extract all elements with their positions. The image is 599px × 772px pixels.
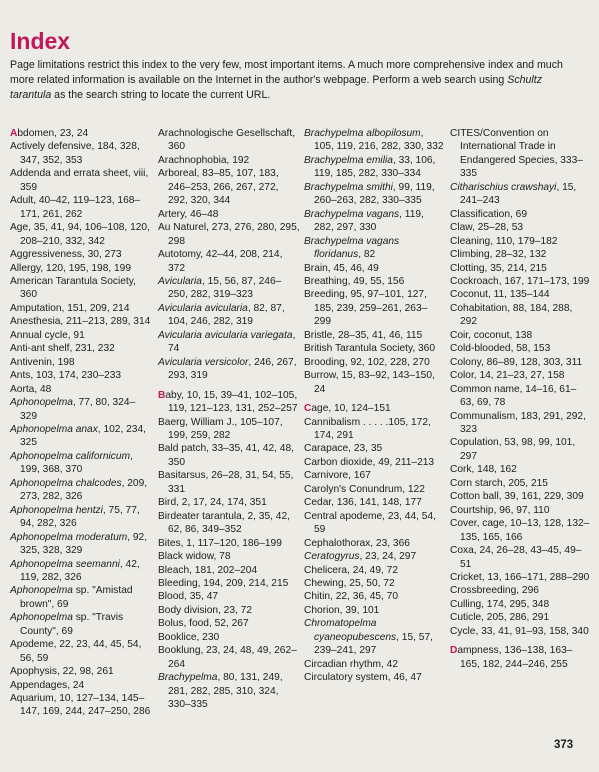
page-number: 373 — [554, 739, 574, 751]
entry-text: , 33, 106, 119, 185, 282, 330–334 — [314, 154, 436, 180]
entry-text: CITES/Convention on International Trade in Endangered Species, 333–335 — [450, 128, 583, 180]
index-entry — [450, 248, 590, 261]
index-entry — [10, 504, 152, 531]
entry-text: Booklung, 23, 24, 48, 49, 262–264 — [158, 645, 297, 670]
index-entry — [10, 584, 152, 611]
index-entry — [158, 302, 300, 329]
index-entry — [10, 692, 152, 719]
entry-text: sp. "Amistad brown", 69 — [20, 585, 133, 610]
index-entry — [158, 469, 300, 496]
index-entry — [10, 275, 152, 302]
index-entry — [450, 356, 590, 369]
entry-text: Breathing, 49, 55, 156 — [304, 275, 405, 287]
index-column-3 — [304, 127, 444, 685]
entry-text: Cleaning, 110, 179–182 — [450, 235, 558, 247]
index-entry — [304, 469, 444, 482]
index-entry — [304, 127, 444, 154]
entry-text: Cycle, 33, 41, 91–93, 158, 340 — [450, 625, 589, 637]
entry-term-italic: Chromatopelma cyaneopubescens — [304, 618, 397, 643]
index-entry — [158, 208, 300, 221]
entry-text: Bleach, 181, 202–204 — [158, 564, 258, 576]
entry-text: , 82 — [358, 249, 376, 261]
entry-text: , 74 — [168, 329, 296, 355]
index-entry — [304, 329, 444, 342]
entry-term-italic: Avicularia avicularia variegata — [158, 329, 293, 341]
entry-text: Central apodeme, 23, 44, 54, 59 — [304, 510, 436, 536]
entry-text: Coxa, 24, 26–28, 43–45, 49–51 — [450, 545, 582, 570]
index-entry — [158, 248, 300, 275]
entry-text: Anti-ant shelf, 231, 232 — [10, 343, 115, 355]
entry-text: , 199, 368, 370 — [20, 450, 133, 476]
entry-term-italic: Brachypelma emilia — [304, 154, 393, 166]
entry-text: Cork, 148, 162 — [450, 464, 517, 476]
index-entry — [450, 644, 590, 671]
index-entry — [10, 248, 152, 261]
index-entry — [304, 154, 444, 181]
index-entry — [10, 665, 152, 678]
entry-text: , 102, 234, 325 — [20, 423, 146, 449]
index-entry — [158, 510, 300, 537]
entry-text: , 23, 24, 297 — [359, 551, 417, 563]
entry-text: , 15, 241–243 — [460, 181, 577, 207]
entry-text: Bites, 1, 117–120, 186–199 — [158, 537, 282, 549]
entry-text: British Tarantula Society, 360 — [304, 343, 435, 355]
index-entry — [450, 571, 590, 584]
entry-text: Cricket, 13, 166–171, 288–290 — [450, 571, 590, 583]
index-entry — [158, 442, 300, 469]
index-entry — [304, 402, 444, 415]
index-entry — [10, 531, 152, 558]
entry-text: , 119, 282, 297, 330 — [314, 208, 424, 234]
index-entry — [304, 342, 444, 355]
index-entry — [304, 550, 444, 563]
entry-text: , 246, 267, 293, 319 — [168, 356, 297, 382]
index-entry — [450, 262, 590, 275]
index-entry — [10, 329, 152, 342]
entry-text: Autotomy, 42–44, 208, 214, 372 — [158, 249, 283, 274]
entry-text: Age, 35, 41, 94, 106–108, 120, 208–210, 332, 342 — [10, 222, 150, 247]
index-entry — [304, 604, 444, 617]
entry-text: Au Naturel, 273, 276, 280, 295, 298 — [158, 222, 300, 247]
intro-text-before: Page limitations restrict this index to the very few, most important items. A much more comprehensive index and much more related information is available on the Internet in the author's webpage. Perform a web search using — [10, 59, 563, 87]
entry-text: Crossbreeding, 296 — [450, 585, 539, 597]
index-entry — [158, 356, 300, 383]
entry-text: Bolus, food, 52, 267 — [158, 618, 249, 630]
index-entry — [450, 127, 590, 181]
entry-text: , 99, 119, 260–263, 282, 330–335 — [314, 181, 435, 207]
entry-text: Clotting, 35, 214, 215 — [450, 262, 547, 274]
index-entry — [304, 235, 444, 262]
entry-text: Aorta, 48 — [10, 383, 52, 395]
entry-term-italic: Brachypelma vagans — [304, 208, 400, 220]
entry-text: Birdeater tarantula, 2, 35, 42, 62, 86, 349–352 — [158, 510, 290, 536]
index-entry — [450, 584, 590, 597]
entry-text: Annual cycle, 91 — [10, 329, 85, 341]
index-entry — [304, 369, 444, 396]
page-title: Index — [10, 28, 71, 54]
index-entry — [450, 477, 590, 490]
entry-text: , 80, 131, 249, 281, 282, 285, 310, 324, 330–335 — [168, 672, 283, 711]
index-entry — [450, 342, 590, 355]
entry-text: Basitarsus, 26–28, 31, 54, 55, 331 — [158, 470, 294, 495]
index-entry — [10, 302, 152, 315]
entry-text: Apophysis, 22, 98, 261 — [10, 666, 114, 678]
entry-text: Appendages, 24 — [10, 679, 85, 691]
entry-text: Chitin, 22, 36, 45, 70 — [304, 591, 399, 603]
entry-text: Bird, 2, 17, 24, 174, 351 — [158, 497, 267, 509]
entry-text: Coconut, 11, 135–144 — [450, 289, 550, 301]
entry-text: Copulation, 53, 98, 99, 101, 297 — [450, 437, 576, 462]
entry-text: Burrow, 15, 83–92, 143–150, 24 — [304, 370, 435, 395]
index-entry — [304, 658, 444, 671]
entry-text: Circulatory system, 46, 47 — [304, 672, 422, 684]
entry-text: Carnivore, 167 — [304, 470, 371, 482]
index-entry — [450, 611, 590, 624]
index-entry — [304, 416, 444, 443]
index-entry — [10, 127, 152, 140]
index-entry — [10, 262, 152, 275]
section-initial-letter: B — [158, 389, 166, 401]
entry-term-italic: Aphonopelma hentzi — [10, 504, 103, 516]
entry-text: Baerg, William J., 105–107, 199, 259, 282 — [158, 416, 283, 441]
entry-text: Cotton ball, 39, 161, 229, 309 — [450, 491, 584, 503]
entry-text: , 77, 80, 324–329 — [20, 397, 136, 422]
entry-text: , 15, 57, 239–241, 297 — [314, 631, 433, 657]
entry-text: , 82, 87, 104, 246, 282, 319 — [168, 302, 285, 328]
index-entry — [304, 208, 444, 235]
index-entry — [10, 477, 152, 504]
index-entry — [450, 208, 590, 221]
index-entry — [158, 671, 300, 711]
entry-text: Chorion, 39, 101 — [304, 604, 380, 616]
entry-text: Body division, 23, 72 — [158, 604, 253, 616]
index-entry — [304, 617, 444, 657]
index-entry — [450, 410, 590, 437]
index-entry — [304, 496, 444, 509]
entry-text: Adult, 40–42, 119–123, 168–171, 261, 262 — [10, 195, 141, 220]
entry-term-italic: Aphonopelma californicum — [10, 450, 131, 462]
entry-text: Claw, 25–28, 53 — [450, 222, 524, 234]
entry-text: Common name, 14–16, 61–63, 69, 78 — [450, 383, 577, 409]
index-entry — [158, 617, 300, 630]
index-entry — [450, 544, 590, 571]
entry-term-italic: Aphonopelma anax — [10, 423, 98, 435]
entry-text: Brain, 45, 46, 49 — [304, 262, 379, 274]
index-entry — [158, 550, 300, 563]
entry-text: Chewing, 25, 50, 72 — [304, 577, 395, 589]
entry-text: Cockroach, 167, 171–173, 199 — [450, 275, 590, 287]
index-column-4 — [450, 127, 590, 671]
index-entry — [450, 625, 590, 638]
index-entry — [304, 456, 444, 469]
entry-text: Arboreal, 83–85, 107, 183, 246–253, 266, 267, 272, 292, 320, 344 — [158, 168, 279, 207]
entry-text: Bristle, 28–35, 41, 46, 115 — [304, 329, 423, 341]
entry-term-italic: Aphonopelma moderatum — [10, 531, 128, 543]
index-entry — [304, 671, 444, 684]
entry-text: Culling, 174, 295, 348 — [450, 598, 550, 610]
entry-term-italic: Aphonopelma chalcodes — [10, 477, 122, 489]
entry-term-italic: Brachypelma smithi — [304, 181, 393, 193]
index-entry — [10, 369, 152, 382]
entry-text: , 92, 325, 328, 329 — [20, 531, 148, 557]
index-entry — [10, 383, 152, 396]
entry-text: Colony, 86–89, 128, 303, 311 — [450, 356, 583, 368]
entry-text: Black widow, 78 — [158, 551, 231, 563]
index-entry — [304, 483, 444, 496]
index-entry — [10, 679, 152, 692]
entry-text: Cover, cage, 10–13, 128, 132–135, 165, 166 — [450, 518, 590, 543]
index-entry — [450, 598, 590, 611]
entry-text: Artery, 46–48 — [158, 208, 219, 220]
entry-text: aby, 10, 15, 39–41, 102–105, 119, 121–123, 131, 252–257 — [165, 389, 298, 415]
index-entry — [450, 463, 590, 476]
entry-term-italic: Brachypelma — [158, 672, 218, 684]
entry-text: , 15, 56, 87, 246–250, 282, 319–323 — [168, 275, 282, 301]
entry-term-italic: Avicularia avicularia — [158, 302, 248, 314]
index-entry — [158, 329, 300, 356]
entry-text: Ants, 103, 174, 230–233 — [10, 370, 122, 382]
index-entry — [10, 194, 152, 221]
index-column-2 — [158, 127, 300, 711]
index-entry — [158, 590, 300, 603]
entry-text: Brooding, 92, 102, 228, 270 — [304, 356, 430, 368]
section-initial-letter: D — [450, 645, 458, 657]
entry-text: Circadian rhythm, 42 — [304, 658, 398, 670]
index-entry — [10, 558, 152, 585]
index-entry — [10, 221, 152, 248]
intro-text-after: as the search string to locate the current URL. — [51, 89, 271, 102]
entry-text: Anesthesia, 211–213, 289, 314 — [10, 316, 151, 328]
index-entry — [450, 302, 590, 329]
entry-text: Carbon dioxide, 49, 211–213 — [304, 456, 435, 468]
entry-term-italic: Brachypelma albopilosum — [304, 128, 421, 139]
entry-text: Climbing, 28–32, 132 — [450, 249, 547, 261]
index-entry — [158, 631, 300, 644]
index-entry — [450, 181, 590, 208]
index-entry — [450, 490, 590, 503]
index-entry — [304, 442, 444, 455]
entry-text: age, 10, 124–151 — [311, 403, 391, 415]
index-entry — [450, 383, 590, 410]
index-entry — [158, 496, 300, 509]
index-entry — [450, 235, 590, 248]
index-entry — [158, 154, 300, 167]
entry-text: Addenda and errata sheet, viii, 359 — [10, 168, 149, 193]
entry-term-italic: Aphonopelma — [10, 585, 73, 597]
index-entry — [10, 315, 152, 328]
entry-text: Arachnologische Gesellschaft, 360 — [158, 128, 296, 153]
index-entry — [450, 369, 590, 382]
index-entry — [158, 577, 300, 590]
entry-text: Aquarium, 10, 127–134, 145–147, 169, 244, 247–250, 286 — [10, 693, 151, 718]
section-initial-letter: C — [304, 403, 312, 415]
entry-text: Aggressiveness, 30, 273 — [10, 249, 122, 261]
entry-term-italic: Brachypelma vagans floridanus — [304, 235, 400, 261]
index-entry — [450, 517, 590, 544]
index-entry — [158, 275, 300, 302]
index-entry — [10, 396, 152, 423]
entry-text: American Tarantula Society, 360 — [10, 275, 136, 301]
index-entry — [450, 436, 590, 463]
index-entry — [10, 140, 152, 167]
index-entry — [158, 167, 300, 207]
entry-text: Arachnophobia, 192 — [158, 154, 250, 166]
entry-term-italic: Avicularia — [158, 275, 202, 287]
index-entry — [158, 389, 300, 416]
entry-text: , 105, 119, 216, 282, 330, 332 — [314, 128, 444, 153]
index-columns — [10, 127, 590, 727]
intro-paragraph — [10, 58, 582, 104]
index-entry — [304, 590, 444, 603]
index-entry — [158, 644, 300, 671]
index-entry — [158, 604, 300, 617]
entry-text: Communalism, 183, 291, 292, 323 — [450, 410, 586, 435]
entry-text: Antivenin, 198 — [10, 356, 75, 368]
entry-text: Cold-blooded, 58, 153 — [450, 343, 551, 355]
entry-text: Classification, 69 — [450, 208, 528, 220]
entry-text: Chelicera, 24, 49, 72 — [304, 564, 399, 576]
entry-text: Cohabitation, 88, 184, 288, 292 — [450, 302, 573, 328]
index-entry — [158, 564, 300, 577]
entry-term-italic: Aphonopelma — [10, 397, 73, 409]
entry-text: Cedar, 136, 141, 148, 177 — [304, 497, 422, 509]
index-entry — [450, 288, 590, 301]
index-entry — [304, 288, 444, 328]
entry-text: Bald patch, 33–35, 41, 42, 48, 350 — [158, 443, 294, 468]
index-entry — [10, 342, 152, 355]
index-entry — [10, 611, 152, 638]
entry-term-italic: Avicularia versicolor — [158, 356, 249, 368]
index-entry — [10, 356, 152, 369]
entry-text: Cuticle, 205, 286, 291 — [450, 612, 550, 624]
entry-text: ampness, 136–138, 163–165, 182, 244–246, 255 — [457, 645, 573, 670]
entry-text: Carapace, 23, 35 — [304, 443, 383, 455]
entry-text: Courtship, 96, 97, 110 — [450, 504, 550, 516]
index-entry — [450, 504, 590, 517]
index-entry — [158, 537, 300, 550]
index-entry — [10, 638, 152, 665]
entry-term-italic: Citharischius crawshayi — [450, 181, 557, 193]
index-entry — [450, 275, 590, 288]
index-entry — [304, 577, 444, 590]
entry-text: Booklice, 230 — [158, 631, 220, 643]
entry-text: Cannibalism . . . . .105, 172, 174, 291 — [304, 416, 431, 441]
entry-text: , 75, 77, 94, 282, 326 — [20, 504, 140, 530]
index-entry — [304, 275, 444, 288]
entry-term-italic: Aphonopelma seemanni — [10, 558, 120, 570]
entry-text: Amputation, 151, 209, 214 — [10, 302, 130, 314]
index-entry — [304, 564, 444, 577]
index-entry — [304, 262, 444, 275]
entry-text: Color, 14, 21–23, 27, 158 — [450, 370, 565, 382]
index-entry — [304, 356, 444, 369]
section-initial-letter: A — [10, 128, 18, 139]
index-entry — [158, 221, 300, 248]
intro-search-term: Schultz tarantula — [10, 74, 543, 102]
entry-text: sp. "Travis County", 69 — [20, 612, 124, 637]
entry-text: Allergy, 120, 195, 198, 199 — [10, 262, 132, 274]
entry-text: Corn starch, 205, 215 — [450, 477, 548, 489]
index-entry — [10, 167, 152, 194]
index-entry — [304, 510, 444, 537]
index-entry — [450, 221, 590, 234]
index-entry — [304, 537, 444, 550]
entry-text: Bleeding, 194, 209, 214, 215 — [158, 577, 289, 589]
entry-text: Coir, coconut, 138 — [450, 329, 533, 341]
entry-text: bdomen, 23, 24 — [17, 128, 89, 139]
entry-text: Carolyn's Conundrum, 122 — [304, 483, 425, 495]
index-entry — [304, 181, 444, 208]
entry-text: , 42, 119, 282, 326 — [20, 558, 140, 583]
index-entry — [158, 416, 300, 443]
entry-text: Apodeme, 22, 23, 44, 45, 54, 56, 59 — [10, 639, 142, 664]
index-column-1 — [10, 127, 152, 719]
entry-text: Actively defensive, 184, 328, 347, 352, 353 — [10, 141, 140, 166]
entry-text: , 209, 273, 282, 326 — [20, 477, 148, 503]
index-entry — [158, 127, 300, 154]
index-entry — [10, 450, 152, 477]
entry-text: Breeding, 95, 97–101, 127, 185, 239, 259–261, 263–299 — [304, 289, 428, 328]
entry-text: Cephalothorax, 23, 366 — [304, 537, 410, 549]
entry-term-italic: Aphonopelma — [10, 612, 73, 624]
index-entry — [450, 329, 590, 342]
entry-term-italic: Ceratogyrus — [304, 551, 360, 563]
entry-text: Blood, 35, 47 — [158, 591, 219, 603]
index-entry — [10, 423, 152, 450]
